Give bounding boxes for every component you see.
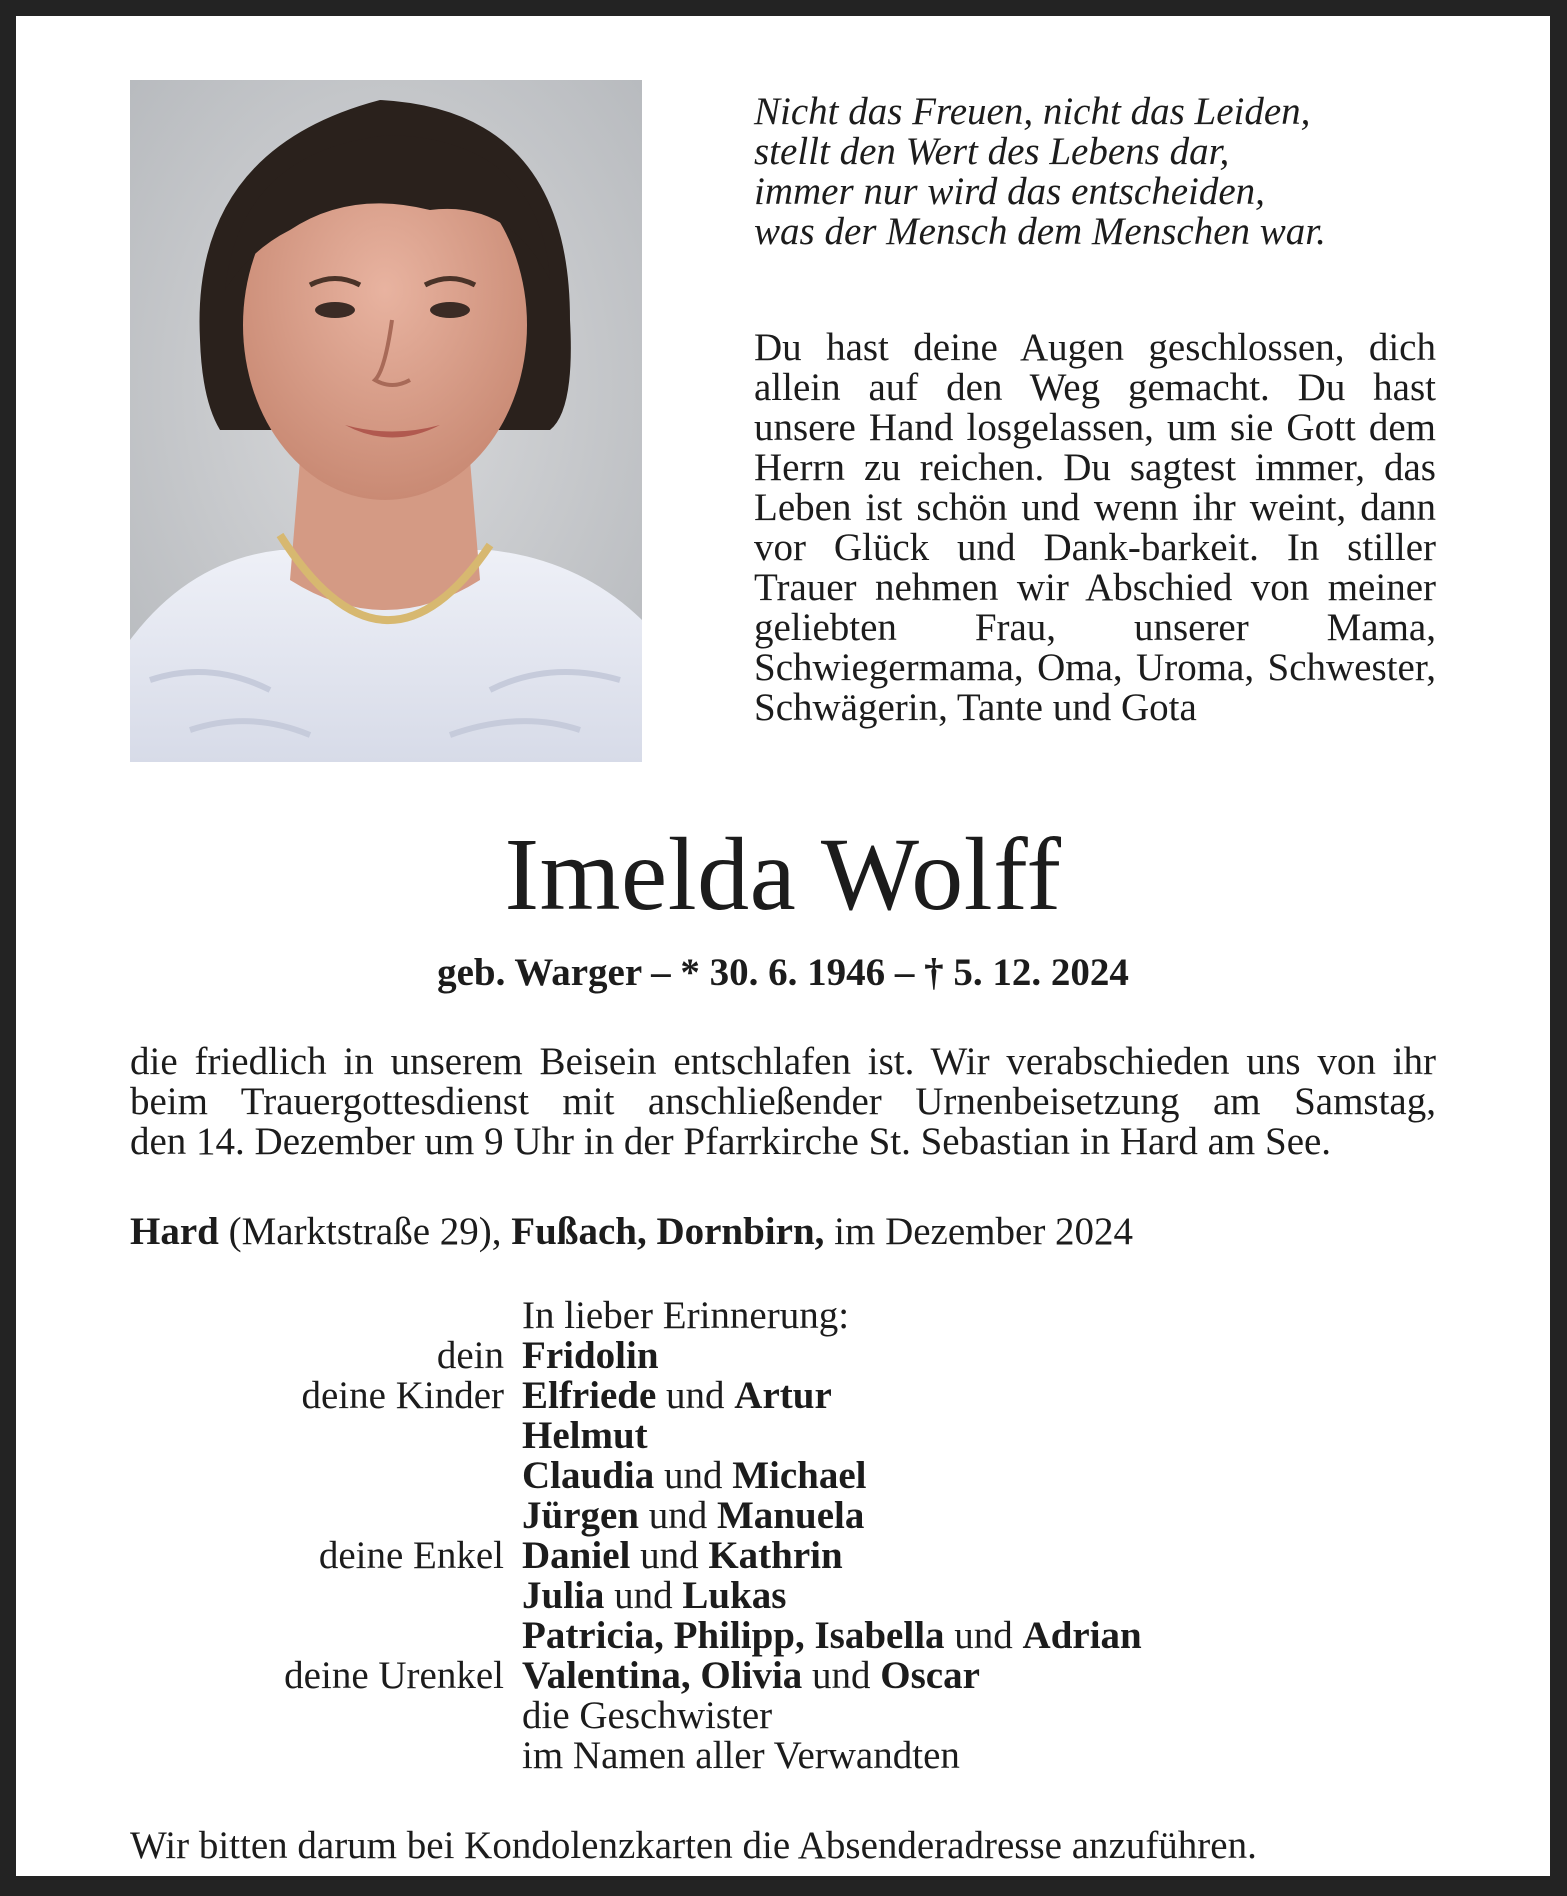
- mourner-names: [522, 1736, 960, 1776]
- announcement-line: den 14. Dezember um 9 Uhr in der Pfarrkirche St. Sebastian in Hard am See.: [130, 1120, 1332, 1163]
- deceased-name: Imelda Wolff: [504, 817, 1062, 932]
- connector-text: und: [802, 1654, 881, 1697]
- connector-text: und: [944, 1614, 1023, 1657]
- mourner-names: [522, 1416, 648, 1456]
- mourner-row: [16, 1536, 1550, 1576]
- mourners-heading-row: [16, 1296, 1550, 1336]
- mourner-names: [522, 1696, 772, 1736]
- mourner-name: Helmut: [522, 1414, 648, 1457]
- mourner-relation: [16, 1736, 522, 1776]
- connector-text: und: [639, 1494, 717, 1537]
- condolence-note: Wir bitten darum bei Kondolenzkarten die Absenderadresse anzuführen.: [130, 1824, 1257, 1867]
- mourner-names: [522, 1656, 980, 1696]
- portrait-photo-illustration: [130, 80, 642, 762]
- mourner-relation: dein: [436, 1334, 504, 1377]
- mourner-names: [522, 1496, 864, 1536]
- poem-quote: [754, 92, 1474, 252]
- mourner-name: Julia: [522, 1574, 605, 1617]
- mourner-row: [16, 1416, 1550, 1456]
- mourner-relation: [16, 1416, 522, 1456]
- mourners-list: [16, 1296, 1550, 1776]
- poem-line: immer nur wird das entscheiden,: [754, 170, 1265, 213]
- mourner-names: [522, 1456, 867, 1496]
- mourner-names: [522, 1536, 843, 1576]
- announcement-line: beim Trauergottesdienst mit anschließender Urnenbeisetzung am Samstag,: [130, 1080, 1436, 1123]
- mourner-name: Adrian: [1022, 1614, 1142, 1657]
- mourner-name: Elfriede: [522, 1374, 657, 1417]
- mourner-row: [16, 1736, 1550, 1776]
- mourner-relation: deine Kinder: [301, 1374, 504, 1417]
- mourner-row: [16, 1696, 1550, 1736]
- mourner-name: Jürgen: [522, 1494, 639, 1537]
- place-date: im Dezember 2024: [834, 1210, 1134, 1253]
- mourner-relation: deine Enkel: [318, 1534, 504, 1577]
- mourner-row: [16, 1376, 1550, 1416]
- mourners-rows: [16, 1336, 1550, 1776]
- announcement-line: die friedlich in unserem Beisein entschlafen ist. Wir verabschieden uns von ihr: [130, 1040, 1436, 1083]
- mourner-relation: [16, 1616, 522, 1656]
- mourner-name: Kathrin: [708, 1534, 843, 1577]
- mourner-row: [16, 1616, 1550, 1656]
- connector-text: und: [656, 1374, 735, 1417]
- connector-text: und: [630, 1534, 709, 1577]
- mourner-name: Michael: [732, 1454, 867, 1497]
- mourner-name: Artur: [734, 1374, 832, 1417]
- place-and-date: [130, 1210, 1436, 1254]
- connector-text: im Namen aller Verwandten: [522, 1734, 960, 1777]
- obituary-page: [16, 16, 1550, 1876]
- connector-text: und: [654, 1454, 733, 1497]
- mourner-name: Patricia, Philipp, Isabella: [522, 1614, 945, 1657]
- mourner-name: Manuela: [717, 1494, 865, 1537]
- mourner-relation: [16, 1496, 522, 1536]
- mourner-name: Lukas: [682, 1574, 787, 1617]
- mourner-name: Valentina, Olivia: [522, 1654, 803, 1697]
- mourner-row: [16, 1656, 1550, 1696]
- mourner-names: [522, 1616, 1142, 1656]
- mourner-names: [522, 1376, 832, 1416]
- mourner-names: [522, 1336, 659, 1376]
- connector-text: und: [604, 1574, 683, 1617]
- poem-line: was der Mensch dem Menschen war.: [754, 210, 1326, 253]
- mourner-row: [16, 1576, 1550, 1616]
- place-town: Hard: [130, 1210, 219, 1253]
- portrait-photo: [130, 80, 642, 762]
- farewell-paragraph: Du hast deine Augen geschlossen, dich allein auf den Weg gemacht. Du hast unsere Hand losgelassen, um sie Gott dem Herrn zu reichen. Du sagtest immer, das Leben ist schön und wenn ihr weint, dann vor Glück und Dank-barkeit. In stiller Trauer nehmen wir Abschied von meiner geliebten Frau, unserer Mama, Schwiegermama, Oma, Uroma, Schwester, Schwägerin, Tante und Gota: [754, 326, 1436, 729]
- connector-text: die Geschwister: [522, 1694, 773, 1737]
- mourner-names: [522, 1576, 786, 1616]
- mourner-row: [16, 1496, 1550, 1536]
- poem-line: stellt den Wert des Lebens dar,: [754, 130, 1230, 173]
- birth-death-dates: geb. Warger – * 30. 6. 1946 – † 5. 12. 2024: [437, 951, 1129, 994]
- mourner-name: Daniel: [522, 1534, 631, 1577]
- mourner-name: Fridolin: [522, 1334, 659, 1377]
- mourners-heading: In lieber Erinnerung:: [522, 1294, 850, 1337]
- mourner-relation: [16, 1696, 522, 1736]
- mourner-row: [16, 1456, 1550, 1496]
- mourner-name: Claudia: [522, 1454, 655, 1497]
- mourner-relation: [16, 1456, 522, 1496]
- mourner-row: [16, 1336, 1550, 1376]
- mourner-relation: [16, 1576, 522, 1616]
- place-address: (Marktstraße 29),: [228, 1210, 502, 1253]
- mourner-name: Oscar: [880, 1654, 980, 1697]
- poem-line: Nicht das Freuen, nicht das Leiden,: [754, 90, 1311, 133]
- place-other-towns: Fußach, Dornbirn,: [511, 1210, 825, 1253]
- announcement-paragraph: [130, 1042, 1436, 1162]
- mourner-relation: deine Urenkel: [284, 1654, 504, 1697]
